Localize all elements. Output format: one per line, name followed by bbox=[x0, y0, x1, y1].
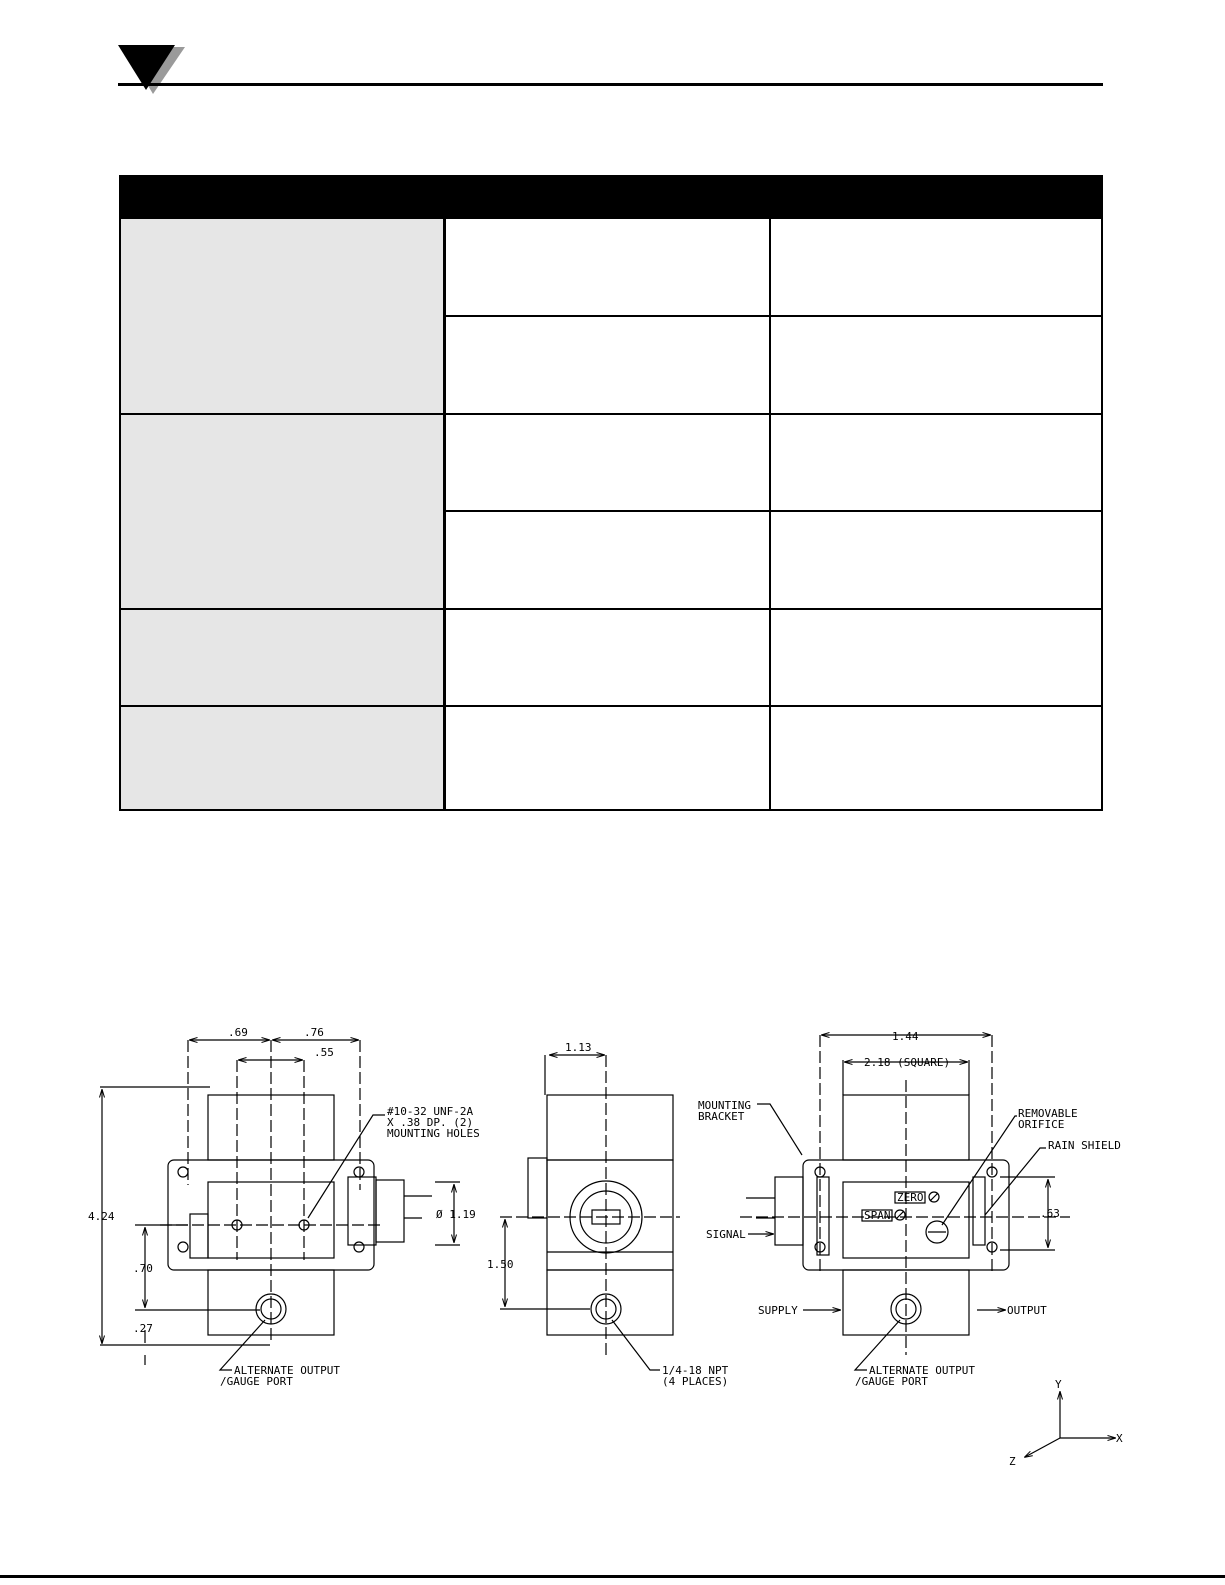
callout-text: ALTERNATE OUTPUT bbox=[234, 1364, 340, 1377]
row-group-2-label bbox=[121, 414, 446, 609]
dim-label: .27 bbox=[133, 1322, 153, 1335]
spec-table bbox=[119, 175, 1103, 811]
callout-text: REMOVABLE bbox=[1018, 1107, 1078, 1120]
dim-label: 1.13 bbox=[565, 1041, 592, 1054]
row-divider bbox=[121, 705, 1101, 707]
axis-x-label: X bbox=[1116, 1432, 1123, 1445]
axis-labels bbox=[1009, 1378, 1123, 1468]
row-divider bbox=[446, 510, 1101, 512]
triangle-logo-icon bbox=[115, 42, 185, 97]
table-cell bbox=[446, 511, 770, 609]
callout-text: MOUNTING bbox=[698, 1099, 751, 1112]
dimension-drawing bbox=[80, 1020, 1150, 1490]
dim-label: 1.50 bbox=[487, 1258, 514, 1271]
axis-y-label: Y bbox=[1055, 1378, 1062, 1391]
dim-label: 1.44 bbox=[892, 1030, 919, 1043]
callout-text: (4 PLACES) bbox=[662, 1375, 729, 1388]
callout-text: ALTERNATE OUTPUT bbox=[869, 1364, 975, 1377]
table-cell bbox=[446, 414, 770, 511]
dim-label: 4.24 bbox=[88, 1210, 115, 1223]
table-cell bbox=[770, 706, 1101, 809]
callout-text: BRACKET bbox=[698, 1110, 745, 1123]
row-group-1-label bbox=[121, 219, 446, 414]
callout-text: /GAUGE PORT bbox=[220, 1375, 293, 1388]
callout-text: RAIN SHIELD bbox=[1048, 1139, 1121, 1152]
dim-label: .63 bbox=[1040, 1207, 1060, 1220]
dim-label: .76 bbox=[304, 1026, 324, 1039]
row-divider bbox=[446, 315, 1101, 317]
callout-text: #10-32 UNF-2A bbox=[387, 1105, 474, 1118]
table-cell bbox=[770, 219, 1101, 316]
rear-view-labels bbox=[698, 1030, 1121, 1388]
header-rule bbox=[118, 83, 1103, 86]
table-cell bbox=[446, 219, 770, 316]
span-label: SPAN bbox=[864, 1209, 891, 1222]
table-cell bbox=[770, 414, 1101, 511]
dim-label: .55 bbox=[314, 1046, 334, 1059]
column-divider bbox=[769, 219, 771, 809]
dim-label: 2.18 (SQUARE) bbox=[864, 1056, 951, 1069]
table-cell bbox=[770, 609, 1101, 706]
zero-label: ZERO bbox=[897, 1191, 924, 1204]
table-cell bbox=[446, 706, 770, 809]
side-view-labels bbox=[487, 1041, 729, 1388]
callout-text: ORIFICE bbox=[1018, 1118, 1065, 1131]
axis-z-label: Z bbox=[1009, 1455, 1016, 1468]
dim-label: .70 bbox=[133, 1262, 153, 1275]
supply-label: SUPPLY bbox=[758, 1304, 798, 1317]
table-cell bbox=[770, 316, 1101, 414]
output-label: OUTPUT bbox=[1007, 1304, 1047, 1317]
dim-label: .69 bbox=[228, 1026, 248, 1039]
row-divider bbox=[121, 608, 1101, 610]
front-view-labels bbox=[88, 1026, 480, 1388]
signal-label: SIGNAL bbox=[706, 1228, 746, 1241]
callout-text: MOUNTING HOLES bbox=[387, 1127, 480, 1140]
row-divider bbox=[121, 413, 1101, 415]
callout-text: /GAUGE PORT bbox=[855, 1375, 928, 1388]
axis-triad bbox=[1025, 1392, 1115, 1457]
callout-text: 1/4-18 NPT bbox=[662, 1364, 729, 1377]
dim-label: Ø 1.19 bbox=[436, 1208, 476, 1221]
footer-rule bbox=[0, 1575, 1225, 1578]
row-group-4-label bbox=[121, 706, 446, 809]
table-cell bbox=[446, 609, 770, 706]
table-cell bbox=[446, 316, 770, 414]
callout-text: X .38 DP. (2) bbox=[387, 1116, 474, 1129]
front-view bbox=[100, 1040, 460, 1370]
side-view bbox=[500, 1055, 680, 1370]
table-header bbox=[121, 177, 1101, 219]
table-cell bbox=[770, 511, 1101, 609]
row-group-3-label bbox=[121, 609, 446, 706]
